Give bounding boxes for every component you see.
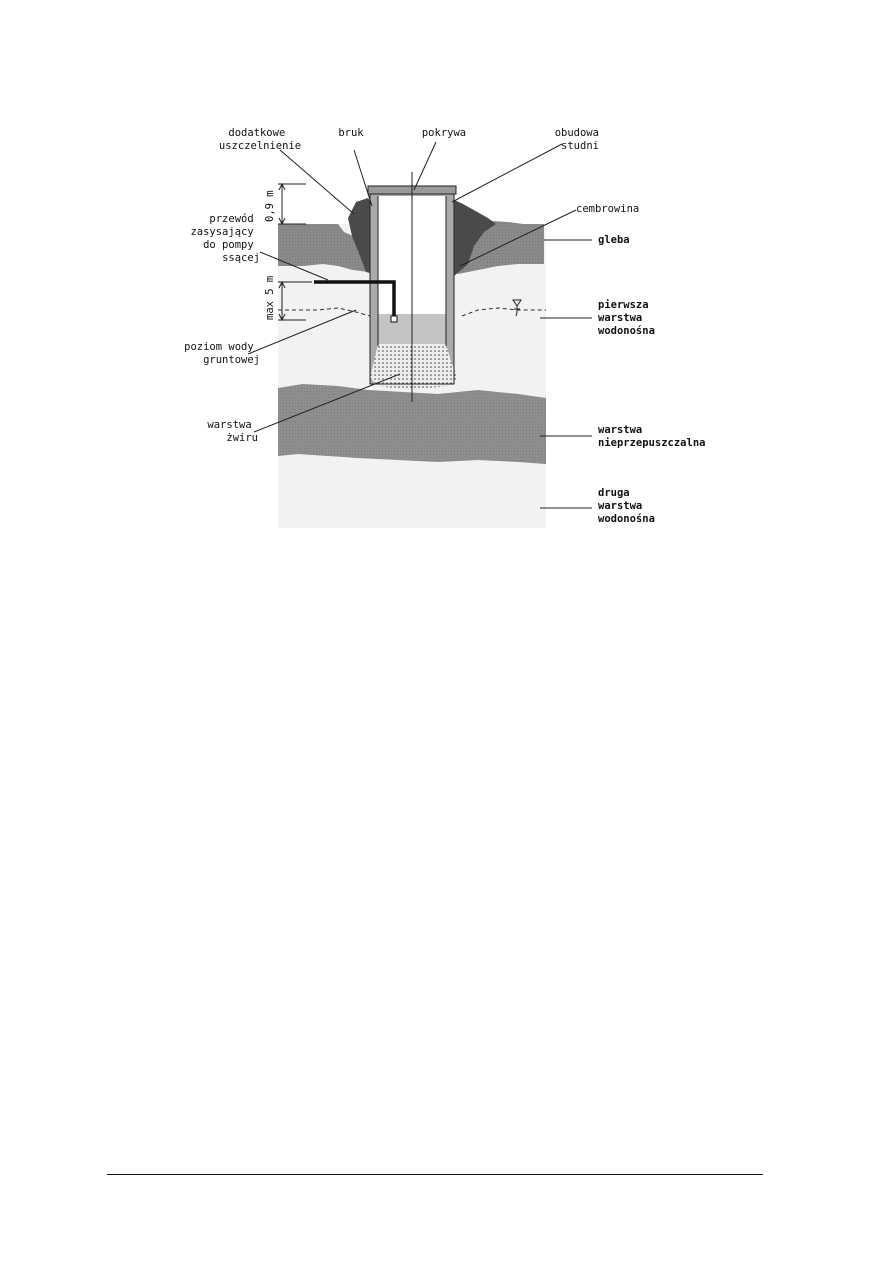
- label-druga-warstwa: druga warstwa wodonośna: [598, 487, 655, 525]
- label-bruk: bruk: [338, 127, 364, 139]
- well-cross-section-diagram: [178, 106, 706, 528]
- label-pokrywa: pokrywa: [421, 127, 467, 139]
- label-poziom-wody: poziom wody gruntowej: [184, 341, 260, 366]
- dim-top-label: 0,9 m: [264, 190, 276, 222]
- label-cembrowina: cembrowina: [576, 203, 640, 215]
- footer-rule: [107, 1174, 763, 1175]
- label-gleba: gleba: [598, 234, 630, 246]
- pipe-strainer: [391, 316, 397, 322]
- label-obudowa-studni: obudowa studni: [554, 127, 599, 152]
- label-dodatkowe-uszczelnienie: dodatkowe uszczelnienie: [218, 127, 302, 152]
- label-przewod: przewód zasysający do pompy ssącej: [190, 213, 260, 264]
- dim-max-label: max 5 m: [264, 275, 276, 320]
- label-pierwsza-warstwa: pierwsza warstwa wodonośna: [598, 299, 655, 337]
- label-warstwa-zwiru: warstwa żwiru: [207, 419, 258, 444]
- dimension-top: [278, 184, 306, 224]
- label-warstwa-nieprzepuszczalna: warstwa nieprzepuszczalna: [598, 424, 706, 449]
